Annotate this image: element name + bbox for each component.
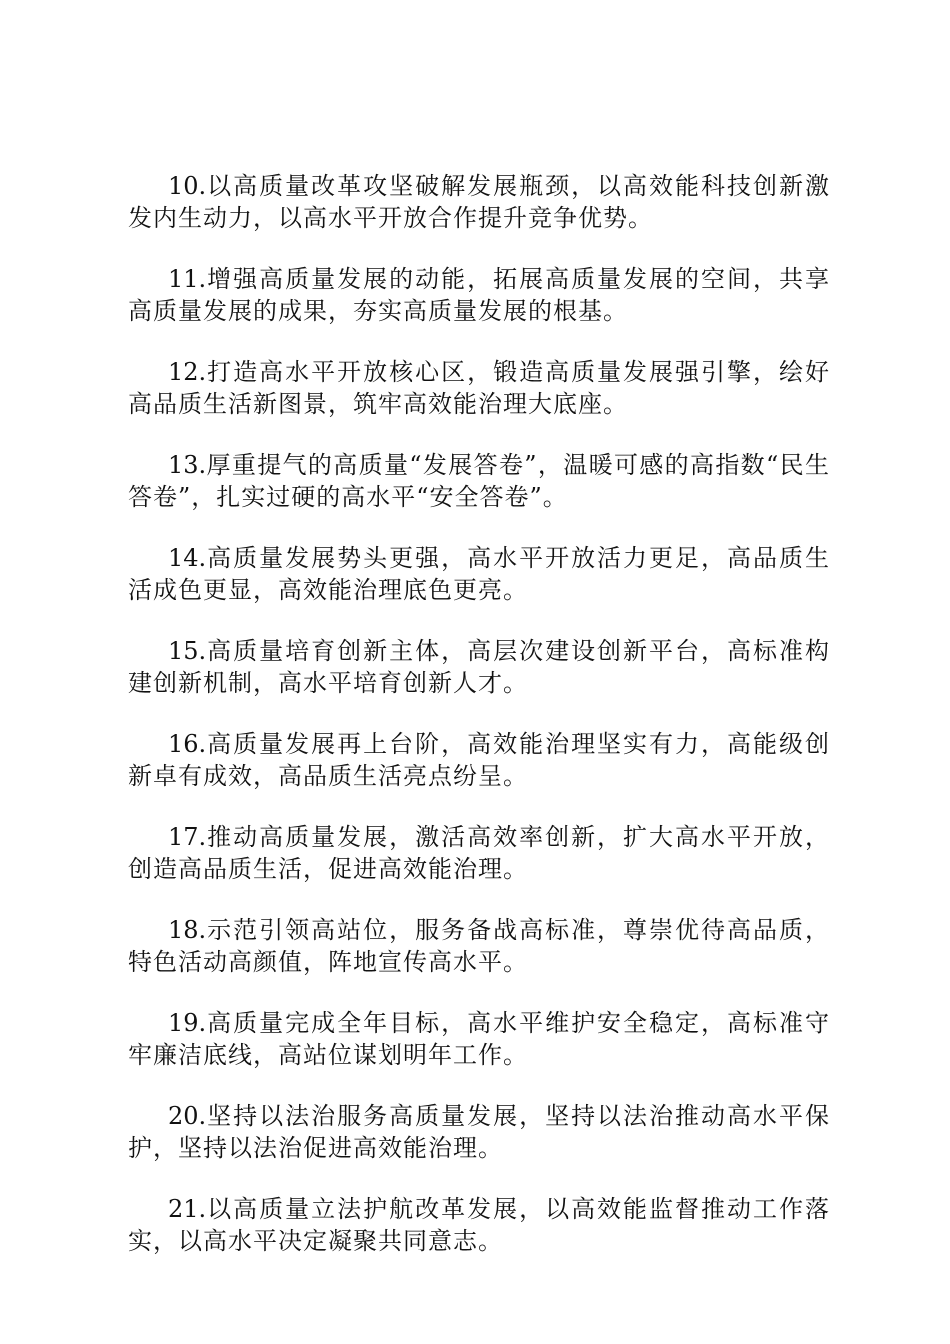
item-number: 15. xyxy=(168,637,207,665)
list-item xyxy=(128,263,830,327)
list-item xyxy=(128,1007,830,1071)
item-text: 高质量发展势头更强，高水平开放活力更足，高品质生活成色更显，高效能治理底色更亮。 xyxy=(128,544,830,604)
item-text: 增强高质量发展的动能，拓展高质量发展的空间，共享高质量发展的成果，夯实高质量发展的根基。 xyxy=(128,265,830,325)
item-number: 13. xyxy=(168,451,207,479)
item-number: 10. xyxy=(168,172,207,200)
item-number: 17. xyxy=(168,823,207,851)
list-item xyxy=(128,170,830,234)
item-text: 以高质量立法护航改革发展，以高效能监督推动工作落实，以高水平决定凝聚共同意志。 xyxy=(128,1195,830,1255)
list-item xyxy=(128,821,830,885)
item-number: 21. xyxy=(168,1195,207,1223)
item-number: 16. xyxy=(168,730,207,758)
item-text: 打造高水平开放核心区，锻造高质量发展强引擎，绘好高品质生活新图景，筑牢高效能治理大底座。 xyxy=(128,358,830,418)
item-number: 12. xyxy=(168,358,207,386)
list-item xyxy=(128,449,830,513)
item-text: 高质量完成全年目标，高水平维护安全稳定，高标准守牢廉洁底线，高站位谋划明年工作。 xyxy=(128,1009,830,1069)
item-number: 19. xyxy=(168,1009,207,1037)
list-item xyxy=(128,1100,830,1164)
item-text: 厚重提气的高质量“发展答卷”，温暖可感的高指数“民生答卷”，扎实过硬的高水平“安全答卷”。 xyxy=(128,451,830,511)
item-number: 18. xyxy=(168,916,207,944)
item-text: 坚持以法治服务高质量发展，坚持以法治推动高水平保护，坚持以法治促进高效能治理。 xyxy=(128,1102,830,1162)
item-text: 推动高质量发展，激活高效率创新，扩大高水平开放，创造高品质生活，促进高效能治理。 xyxy=(128,823,830,883)
list-item xyxy=(128,635,830,699)
item-number: 20. xyxy=(168,1102,207,1130)
item-number: 11. xyxy=(168,265,207,293)
list-item xyxy=(128,914,830,978)
item-text: 高质量培育创新主体，高层次建设创新平台，高标准构建创新机制，高水平培育创新人才。 xyxy=(128,637,830,697)
item-number: 14. xyxy=(168,544,207,572)
list-item xyxy=(128,356,830,420)
document-body xyxy=(128,170,830,1257)
item-text: 以高质量改革攻坚破解发展瓶颈，以高效能科技创新激发内生动力，以高水平开放合作提升竞争优势。 xyxy=(128,172,830,232)
item-text: 高质量发展再上台阶，高效能治理坚实有力，高能级创新卓有成效，高品质生活亮点纷呈。 xyxy=(128,730,830,790)
list-item xyxy=(128,1193,830,1257)
item-text: 示范引领高站位，服务备战高标准，尊崇优待高品质，特色活动高颜值，阵地宣传高水平。 xyxy=(128,916,830,976)
list-item xyxy=(128,542,830,606)
list-item xyxy=(128,728,830,792)
